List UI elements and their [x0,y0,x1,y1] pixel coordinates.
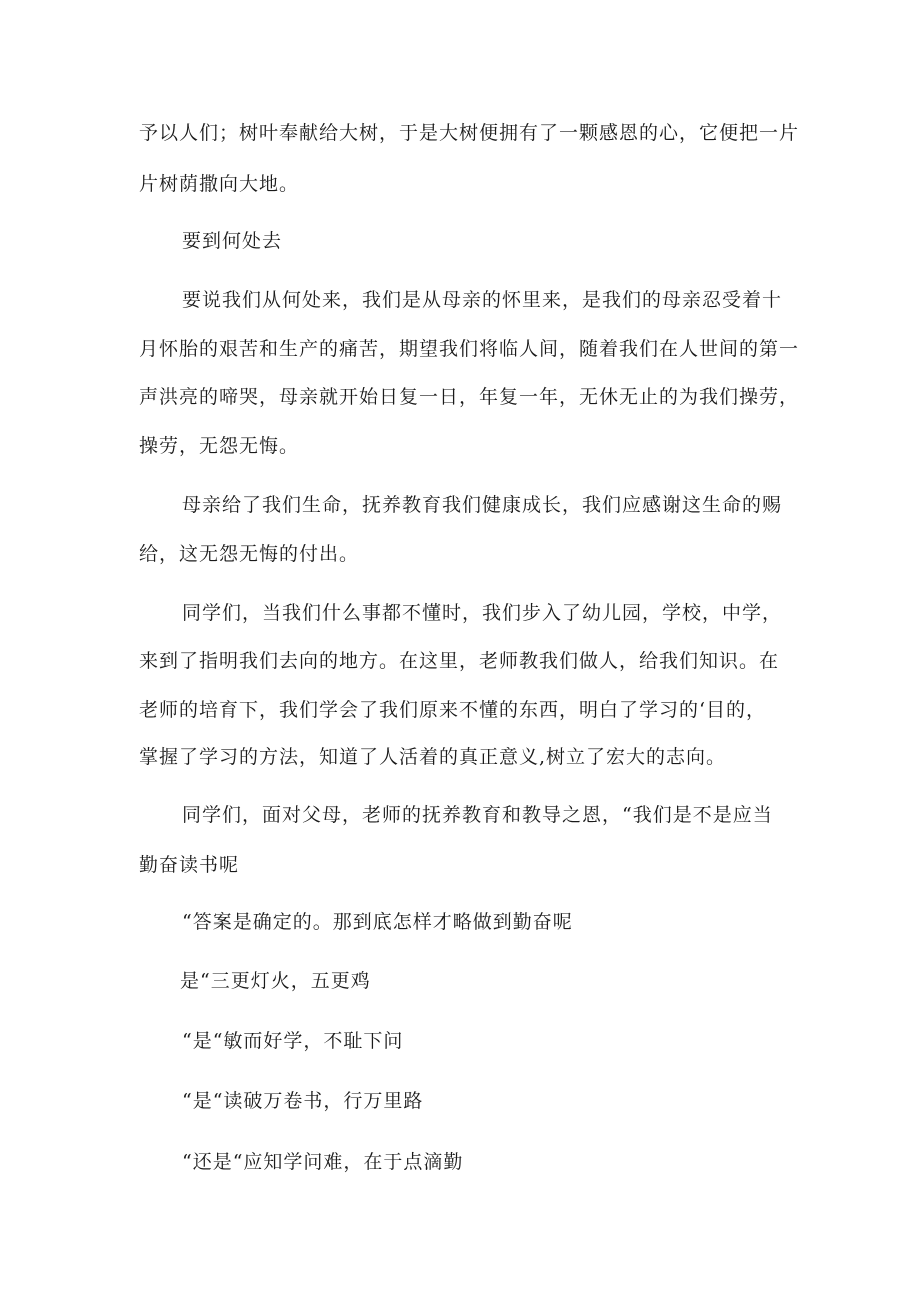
text-line-4: 要说我们从何处来，我们是从母亲的怀里来，是我们的母亲忍受着十 [182,289,783,311]
text-line-16: “答案是确定的。那到底怎样才略做到勤奋呢 [182,911,573,933]
text-line-20: “还是“应知学问难，在于点滴勤 [182,1151,464,1173]
text-line-10: 同学们，当我们什么事都不懂时，我们步入了幼儿园，学校，中学， [182,602,783,624]
text-line-7: 操劳，无怨无悔。 [139,435,300,457]
text-line-18: “是“敏而好学，不耻下问 [182,1030,404,1052]
section-heading: 要到何处去 [182,230,283,252]
text-line-1: 予以人们；树叶奉献给大树，于是大树便拥有了一颗感恩的心，它便把一片 [139,122,800,144]
text-line-6: 声洪亮的啼哭，母亲就开始日复一日，年复一年，无休无止的为我们操劳， [139,386,800,408]
text-line-12: 老师的培育下，我们学会了我们原来不懂的东西，明白了学习的‘目的， [139,699,767,721]
text-line-8: 母亲给了我们生命，抚养教育我们健康成长，我们应感谢这生命的赐 [182,494,783,516]
text-line-19: “是“读破万卷书，行万里路 [182,1090,424,1112]
text-line-9: 给，这无怨无悔的付出。 [139,543,360,565]
text-line-13: 掌握了学习的方法，知道了人活着的真正意义,树立了宏大的志向。 [139,746,727,768]
text-line-14: 同学们，面对父母，老师的抚养教育和教导之恩，“我们是不是应当 [182,804,773,826]
text-line-11: 来到了指明我们去向的地方。在这里，老师教我们做人，给我们知识。在 [139,650,780,672]
text-line-17: 是“三更灯火，五更鸡 [180,970,371,992]
text-line-2: 片树荫撒向大地。 [139,173,300,195]
text-line-5: 月怀胎的艰苦和生产的痛苦，期望我们将临人间，随着我们在人世间的第一 [139,338,800,360]
text-line-15: 勤奋读书呢 [139,854,240,876]
